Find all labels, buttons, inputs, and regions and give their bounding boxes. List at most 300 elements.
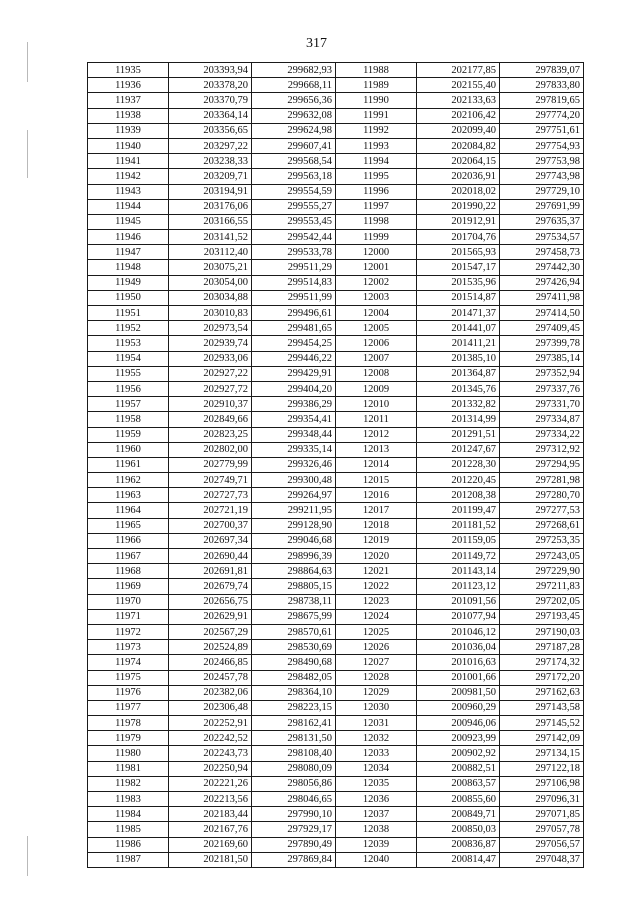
y-coordinate-cell: 299496,61 <box>252 306 336 321</box>
x-coordinate-cell: 202567,29 <box>169 624 252 639</box>
point-number-cell: 11975 <box>88 670 169 685</box>
x-coordinate-cell: 203112,40 <box>169 245 252 260</box>
point-number-cell: 12036 <box>336 792 417 807</box>
x-coordinate-cell: 201247,67 <box>417 442 500 457</box>
point-number-cell: 11999 <box>336 230 417 245</box>
y-coordinate-cell: 298080,09 <box>252 761 336 776</box>
x-coordinate-cell: 202243,73 <box>169 746 252 761</box>
y-coordinate-cell: 299404,20 <box>252 381 336 396</box>
x-coordinate-cell: 201036,04 <box>417 640 500 655</box>
y-coordinate-cell: 297229,90 <box>500 564 584 579</box>
point-number-cell: 11940 <box>88 138 169 153</box>
table-row <box>88 63 584 78</box>
y-coordinate-cell: 297145,52 <box>500 716 584 731</box>
point-number-cell: 12011 <box>336 412 417 427</box>
y-coordinate-cell: 299481,65 <box>252 321 336 336</box>
scan-margin-mark <box>27 42 28 82</box>
point-number-cell: 11941 <box>88 154 169 169</box>
table-row <box>88 442 584 457</box>
x-coordinate-cell: 200923,99 <box>417 731 500 746</box>
x-coordinate-cell: 202697,34 <box>169 533 252 548</box>
table-row <box>88 245 584 260</box>
point-number-cell: 12000 <box>336 245 417 260</box>
x-coordinate-cell: 202690,44 <box>169 549 252 564</box>
x-coordinate-cell: 202466,85 <box>169 655 252 670</box>
y-coordinate-cell: 299511,99 <box>252 290 336 305</box>
x-coordinate-cell: 202018,02 <box>417 184 500 199</box>
point-number-cell: 11971 <box>88 609 169 624</box>
x-coordinate-cell: 202221,26 <box>169 776 252 791</box>
table-row <box>88 169 584 184</box>
table-row <box>88 412 584 427</box>
point-number-cell: 11943 <box>88 184 169 199</box>
y-coordinate-cell: 297048,37 <box>500 852 584 867</box>
y-coordinate-cell: 299607,41 <box>252 138 336 153</box>
x-coordinate-cell: 201345,76 <box>417 381 500 396</box>
point-number-cell: 11961 <box>88 457 169 472</box>
y-coordinate-cell: 299553,45 <box>252 214 336 229</box>
y-coordinate-cell: 299632,08 <box>252 108 336 123</box>
y-coordinate-cell: 297202,05 <box>500 594 584 609</box>
table-row <box>88 822 584 837</box>
x-coordinate-cell: 200946,06 <box>417 716 500 731</box>
y-coordinate-cell: 297352,94 <box>500 366 584 381</box>
point-number-cell: 12031 <box>336 716 417 731</box>
x-coordinate-cell: 200855,60 <box>417 792 500 807</box>
x-coordinate-cell: 201535,96 <box>417 275 500 290</box>
point-number-cell: 11969 <box>88 579 169 594</box>
y-coordinate-cell: 299326,46 <box>252 457 336 472</box>
x-coordinate-cell: 202155,40 <box>417 78 500 93</box>
y-coordinate-cell: 297929,17 <box>252 822 336 837</box>
point-number-cell: 12028 <box>336 670 417 685</box>
table-row <box>88 306 584 321</box>
table-row <box>88 700 584 715</box>
x-coordinate-cell: 202927,22 <box>169 366 252 381</box>
point-number-cell: 11954 <box>88 351 169 366</box>
y-coordinate-cell: 299211,95 <box>252 503 336 518</box>
table-row <box>88 230 584 245</box>
x-coordinate-cell: 202177,85 <box>417 63 500 78</box>
point-number-cell: 11935 <box>88 63 169 78</box>
point-number-cell: 11985 <box>88 822 169 837</box>
y-coordinate-cell: 298805,15 <box>252 579 336 594</box>
y-coordinate-cell: 297399,78 <box>500 336 584 351</box>
y-coordinate-cell: 297174,32 <box>500 655 584 670</box>
table-row <box>88 78 584 93</box>
y-coordinate-cell: 297334,87 <box>500 412 584 427</box>
point-number-cell: 11989 <box>336 78 417 93</box>
y-coordinate-cell: 298046,65 <box>252 792 336 807</box>
y-coordinate-cell: 299335,14 <box>252 442 336 457</box>
y-coordinate-cell: 299682,93 <box>252 63 336 78</box>
point-number-cell: 11986 <box>88 837 169 852</box>
table-row <box>88 594 584 609</box>
x-coordinate-cell: 202064,15 <box>417 154 500 169</box>
point-number-cell: 11976 <box>88 685 169 700</box>
y-coordinate-cell: 297277,53 <box>500 503 584 518</box>
x-coordinate-cell: 202656,75 <box>169 594 252 609</box>
y-coordinate-cell: 298056,86 <box>252 776 336 791</box>
y-coordinate-cell: 297268,61 <box>500 518 584 533</box>
x-coordinate-cell: 203166,55 <box>169 214 252 229</box>
x-coordinate-cell: 202133,63 <box>417 93 500 108</box>
y-coordinate-cell: 298570,61 <box>252 624 336 639</box>
x-coordinate-cell: 202213,56 <box>169 792 252 807</box>
x-coordinate-cell: 200836,87 <box>417 837 500 852</box>
x-coordinate-cell: 202823,25 <box>169 427 252 442</box>
point-number-cell: 12005 <box>336 321 417 336</box>
y-coordinate-cell: 298131,50 <box>252 731 336 746</box>
point-number-cell: 11996 <box>336 184 417 199</box>
table-row <box>88 488 584 503</box>
x-coordinate-cell: 202106,42 <box>417 108 500 123</box>
point-number-cell: 11951 <box>88 306 169 321</box>
point-number-cell: 11972 <box>88 624 169 639</box>
x-coordinate-cell: 202749,71 <box>169 473 252 488</box>
y-coordinate-cell: 297312,92 <box>500 442 584 457</box>
x-coordinate-cell: 202629,91 <box>169 609 252 624</box>
table-row <box>88 93 584 108</box>
y-coordinate-cell: 297409,45 <box>500 321 584 336</box>
x-coordinate-cell: 201704,76 <box>417 230 500 245</box>
table-row <box>88 837 584 852</box>
y-coordinate-cell: 297281,98 <box>500 473 584 488</box>
y-coordinate-cell: 297056,57 <box>500 837 584 852</box>
point-number-cell: 12003 <box>336 290 417 305</box>
y-coordinate-cell: 297193,45 <box>500 609 584 624</box>
y-coordinate-cell: 297187,28 <box>500 640 584 655</box>
point-number-cell: 11982 <box>88 776 169 791</box>
x-coordinate-cell: 202382,06 <box>169 685 252 700</box>
x-coordinate-cell: 202700,37 <box>169 518 252 533</box>
table-row <box>88 761 584 776</box>
y-coordinate-cell: 297990,10 <box>252 807 336 822</box>
point-number-cell: 11942 <box>88 169 169 184</box>
y-coordinate-cell: 299568,54 <box>252 154 336 169</box>
point-number-cell: 11993 <box>336 138 417 153</box>
x-coordinate-cell: 203378,20 <box>169 78 252 93</box>
y-coordinate-cell: 297142,09 <box>500 731 584 746</box>
x-coordinate-cell: 200849,71 <box>417 807 500 822</box>
table-row <box>88 579 584 594</box>
point-number-cell: 11970 <box>88 594 169 609</box>
y-coordinate-cell: 297280,70 <box>500 488 584 503</box>
x-coordinate-cell: 201091,56 <box>417 594 500 609</box>
y-coordinate-cell: 299554,59 <box>252 184 336 199</box>
y-coordinate-cell: 299563,18 <box>252 169 336 184</box>
y-coordinate-cell: 297071,85 <box>500 807 584 822</box>
point-number-cell: 11984 <box>88 807 169 822</box>
table-row <box>88 746 584 761</box>
point-number-cell: 12017 <box>336 503 417 518</box>
point-number-cell: 12024 <box>336 609 417 624</box>
x-coordinate-cell: 202167,76 <box>169 822 252 837</box>
x-coordinate-cell: 203209,71 <box>169 169 252 184</box>
x-coordinate-cell: 203297,22 <box>169 138 252 153</box>
y-coordinate-cell: 297243,05 <box>500 549 584 564</box>
y-coordinate-cell: 298738,11 <box>252 594 336 609</box>
x-coordinate-cell: 201547,17 <box>417 260 500 275</box>
y-coordinate-cell: 299514,83 <box>252 275 336 290</box>
x-coordinate-cell: 202169,60 <box>169 837 252 852</box>
point-number-cell: 12032 <box>336 731 417 746</box>
point-number-cell: 12039 <box>336 837 417 852</box>
x-coordinate-cell: 201046,12 <box>417 624 500 639</box>
y-coordinate-cell: 298108,40 <box>252 746 336 761</box>
y-coordinate-cell: 299348,44 <box>252 427 336 442</box>
point-number-cell: 11938 <box>88 108 169 123</box>
point-number-cell: 11997 <box>336 199 417 214</box>
x-coordinate-cell: 201441,07 <box>417 321 500 336</box>
x-coordinate-cell: 201077,94 <box>417 609 500 624</box>
y-coordinate-cell: 297411,98 <box>500 290 584 305</box>
x-coordinate-cell: 202849,66 <box>169 412 252 427</box>
x-coordinate-cell: 201149,72 <box>417 549 500 564</box>
x-coordinate-cell: 203370,79 <box>169 93 252 108</box>
table-row <box>88 549 584 564</box>
x-coordinate-cell: 202036,91 <box>417 169 500 184</box>
table-row <box>88 533 584 548</box>
y-coordinate-cell: 297294,95 <box>500 457 584 472</box>
point-number-cell: 12019 <box>336 533 417 548</box>
x-coordinate-cell: 202679,74 <box>169 579 252 594</box>
y-coordinate-cell: 299454,25 <box>252 336 336 351</box>
table-row <box>88 427 584 442</box>
point-number-cell: 11979 <box>88 731 169 746</box>
point-number-cell: 12004 <box>336 306 417 321</box>
point-number-cell: 12001 <box>336 260 417 275</box>
point-number-cell: 11947 <box>88 245 169 260</box>
point-number-cell: 11962 <box>88 473 169 488</box>
y-coordinate-cell: 299511,29 <box>252 260 336 275</box>
point-number-cell: 12040 <box>336 852 417 867</box>
x-coordinate-cell: 201471,37 <box>417 306 500 321</box>
point-number-cell: 11966 <box>88 533 169 548</box>
y-coordinate-cell: 297774,20 <box>500 108 584 123</box>
x-coordinate-cell: 200863,57 <box>417 776 500 791</box>
point-number-cell: 11948 <box>88 260 169 275</box>
x-coordinate-cell: 201385,10 <box>417 351 500 366</box>
coordinates-table-body <box>88 63 584 868</box>
x-coordinate-cell: 202306,48 <box>169 700 252 715</box>
y-coordinate-cell: 297190,03 <box>500 624 584 639</box>
x-coordinate-cell: 202727,73 <box>169 488 252 503</box>
y-coordinate-cell: 298223,15 <box>252 700 336 715</box>
y-coordinate-cell: 297839,07 <box>500 63 584 78</box>
table-row <box>88 670 584 685</box>
point-number-cell: 12025 <box>336 624 417 639</box>
y-coordinate-cell: 299542,44 <box>252 230 336 245</box>
scan-margin-mark <box>27 130 28 178</box>
point-number-cell: 11974 <box>88 655 169 670</box>
point-number-cell: 11968 <box>88 564 169 579</box>
table-row <box>88 321 584 336</box>
point-number-cell: 11953 <box>88 336 169 351</box>
x-coordinate-cell: 203034,88 <box>169 290 252 305</box>
point-number-cell: 12033 <box>336 746 417 761</box>
x-coordinate-cell: 203364,14 <box>169 108 252 123</box>
point-number-cell: 11939 <box>88 123 169 138</box>
y-coordinate-cell: 299555,27 <box>252 199 336 214</box>
table-row <box>88 457 584 472</box>
y-coordinate-cell: 297331,70 <box>500 397 584 412</box>
scan-margin-mark <box>27 836 28 876</box>
x-coordinate-cell: 200850,03 <box>417 822 500 837</box>
point-number-cell: 11978 <box>88 716 169 731</box>
point-number-cell: 12021 <box>336 564 417 579</box>
y-coordinate-cell: 299624,98 <box>252 123 336 138</box>
table-row <box>88 716 584 731</box>
x-coordinate-cell: 200981,50 <box>417 685 500 700</box>
y-coordinate-cell: 297743,98 <box>500 169 584 184</box>
y-coordinate-cell: 297385,14 <box>500 351 584 366</box>
table-row <box>88 776 584 791</box>
point-number-cell: 12008 <box>336 366 417 381</box>
table-row <box>88 366 584 381</box>
table-row <box>88 503 584 518</box>
y-coordinate-cell: 297819,65 <box>500 93 584 108</box>
table-row <box>88 336 584 351</box>
y-coordinate-cell: 297106,98 <box>500 776 584 791</box>
x-coordinate-cell: 200882,51 <box>417 761 500 776</box>
y-coordinate-cell: 297253,35 <box>500 533 584 548</box>
y-coordinate-cell: 297122,18 <box>500 761 584 776</box>
table-row <box>88 807 584 822</box>
point-number-cell: 12018 <box>336 518 417 533</box>
x-coordinate-cell: 202252,91 <box>169 716 252 731</box>
point-number-cell: 12012 <box>336 427 417 442</box>
x-coordinate-cell: 202721,19 <box>169 503 252 518</box>
x-coordinate-cell: 201565,93 <box>417 245 500 260</box>
x-coordinate-cell: 201314,99 <box>417 412 500 427</box>
x-coordinate-cell: 203194,91 <box>169 184 252 199</box>
point-number-cell: 11956 <box>88 381 169 396</box>
point-number-cell: 12002 <box>336 275 417 290</box>
point-number-cell: 11992 <box>336 123 417 138</box>
point-number-cell: 12020 <box>336 549 417 564</box>
point-number-cell: 11936 <box>88 78 169 93</box>
point-number-cell: 11964 <box>88 503 169 518</box>
table-row <box>88 624 584 639</box>
x-coordinate-cell: 203356,65 <box>169 123 252 138</box>
point-number-cell: 11981 <box>88 761 169 776</box>
y-coordinate-cell: 297458,73 <box>500 245 584 260</box>
point-number-cell: 11946 <box>88 230 169 245</box>
x-coordinate-cell: 201123,12 <box>417 579 500 594</box>
x-coordinate-cell: 202691,81 <box>169 564 252 579</box>
point-number-cell: 12026 <box>336 640 417 655</box>
x-coordinate-cell: 202779,99 <box>169 457 252 472</box>
x-coordinate-cell: 202910,37 <box>169 397 252 412</box>
y-coordinate-cell: 299446,22 <box>252 351 336 366</box>
point-number-cell: 11955 <box>88 366 169 381</box>
x-coordinate-cell: 201143,14 <box>417 564 500 579</box>
point-number-cell: 11998 <box>336 214 417 229</box>
point-number-cell: 11988 <box>336 63 417 78</box>
y-coordinate-cell: 297143,58 <box>500 700 584 715</box>
y-coordinate-cell: 298162,41 <box>252 716 336 731</box>
point-number-cell: 12016 <box>336 488 417 503</box>
y-coordinate-cell: 299264,97 <box>252 488 336 503</box>
y-coordinate-cell: 297172,20 <box>500 670 584 685</box>
point-number-cell: 11991 <box>336 108 417 123</box>
point-number-cell: 12009 <box>336 381 417 396</box>
y-coordinate-cell: 297869,84 <box>252 852 336 867</box>
y-coordinate-cell: 297334,22 <box>500 427 584 442</box>
y-coordinate-cell: 297729,10 <box>500 184 584 199</box>
x-coordinate-cell: 201291,51 <box>417 427 500 442</box>
point-number-cell: 11965 <box>88 518 169 533</box>
table-row <box>88 640 584 655</box>
x-coordinate-cell: 202183,44 <box>169 807 252 822</box>
point-number-cell: 12030 <box>336 700 417 715</box>
y-coordinate-cell: 297833,80 <box>500 78 584 93</box>
table-row <box>88 564 584 579</box>
y-coordinate-cell: 297426,94 <box>500 275 584 290</box>
y-coordinate-cell: 298364,10 <box>252 685 336 700</box>
x-coordinate-cell: 201990,22 <box>417 199 500 214</box>
table-row <box>88 852 584 867</box>
y-coordinate-cell: 297096,31 <box>500 792 584 807</box>
point-number-cell: 11952 <box>88 321 169 336</box>
x-coordinate-cell: 202927,72 <box>169 381 252 396</box>
x-coordinate-cell: 201514,87 <box>417 290 500 305</box>
x-coordinate-cell: 201159,05 <box>417 533 500 548</box>
table-row <box>88 154 584 169</box>
point-number-cell: 11990 <box>336 93 417 108</box>
table-row <box>88 138 584 153</box>
table-row <box>88 381 584 396</box>
x-coordinate-cell: 203176,06 <box>169 199 252 214</box>
table-row <box>88 123 584 138</box>
x-coordinate-cell: 201199,47 <box>417 503 500 518</box>
point-number-cell: 11944 <box>88 199 169 214</box>
point-number-cell: 12038 <box>336 822 417 837</box>
point-number-cell: 11949 <box>88 275 169 290</box>
point-number-cell: 12022 <box>336 579 417 594</box>
x-coordinate-cell: 200814,47 <box>417 852 500 867</box>
point-number-cell: 11960 <box>88 442 169 457</box>
point-number-cell: 11959 <box>88 427 169 442</box>
x-coordinate-cell: 201411,21 <box>417 336 500 351</box>
point-number-cell: 12037 <box>336 807 417 822</box>
y-coordinate-cell: 299533,78 <box>252 245 336 260</box>
y-coordinate-cell: 297751,61 <box>500 123 584 138</box>
x-coordinate-cell: 201016,63 <box>417 655 500 670</box>
table-row <box>88 792 584 807</box>
table-row <box>88 351 584 366</box>
point-number-cell: 12013 <box>336 442 417 457</box>
point-number-cell: 11980 <box>88 746 169 761</box>
y-coordinate-cell: 298530,69 <box>252 640 336 655</box>
table-row <box>88 473 584 488</box>
x-coordinate-cell: 202524,89 <box>169 640 252 655</box>
x-coordinate-cell: 203393,94 <box>169 63 252 78</box>
point-number-cell: 11973 <box>88 640 169 655</box>
y-coordinate-cell: 297414,50 <box>500 306 584 321</box>
point-number-cell: 12014 <box>336 457 417 472</box>
x-coordinate-cell: 202181,50 <box>169 852 252 867</box>
x-coordinate-cell: 203010,83 <box>169 306 252 321</box>
y-coordinate-cell: 297691,99 <box>500 199 584 214</box>
y-coordinate-cell: 297635,37 <box>500 214 584 229</box>
point-number-cell: 12034 <box>336 761 417 776</box>
x-coordinate-cell: 201208,38 <box>417 488 500 503</box>
x-coordinate-cell: 202084,82 <box>417 138 500 153</box>
x-coordinate-cell: 203141,52 <box>169 230 252 245</box>
y-coordinate-cell: 298490,68 <box>252 655 336 670</box>
